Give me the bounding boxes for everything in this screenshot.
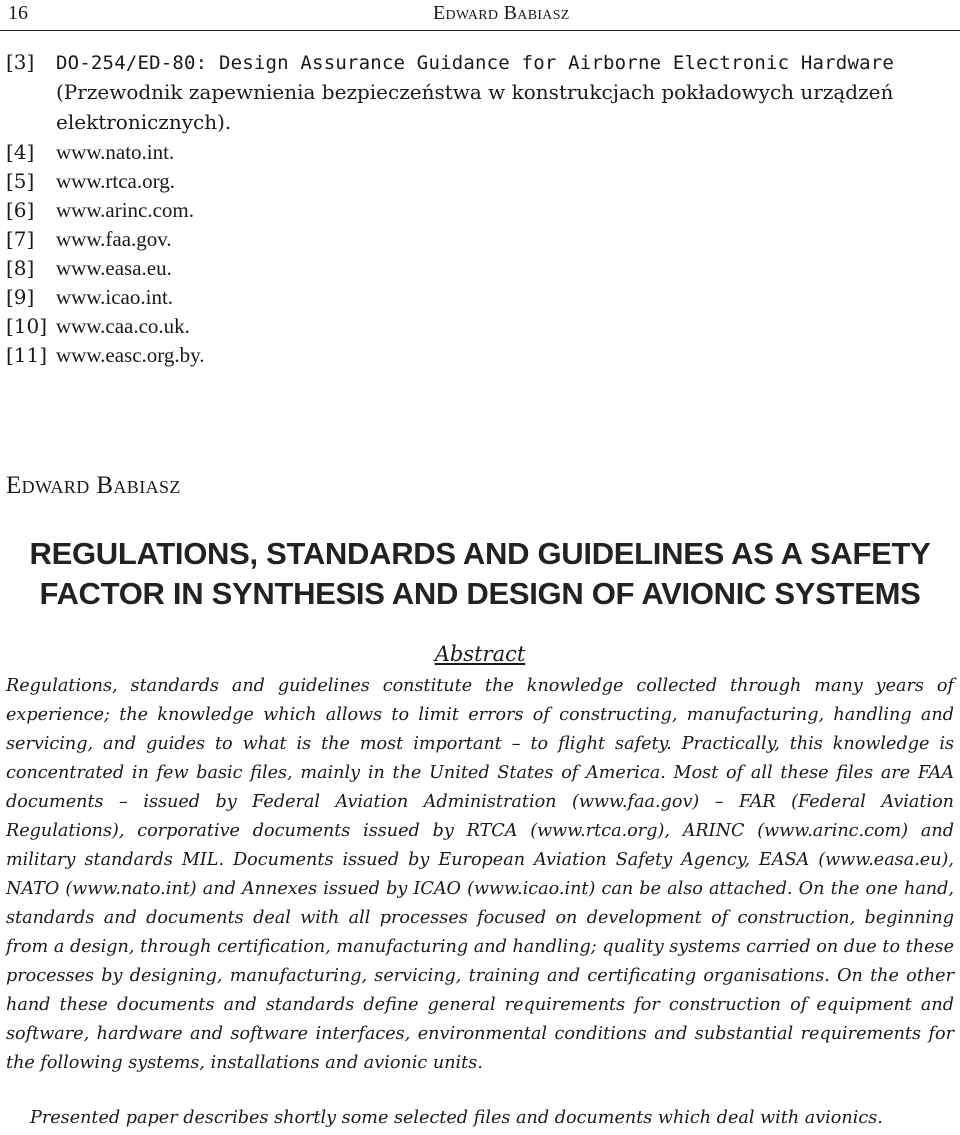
reference-number: [5] (6, 169, 35, 193)
reference-link[interactable]: www.easc.org.by. (56, 343, 205, 367)
reference-continuation: (Przewodnik zapewnienia bezpieczeństwa w konstrukcjach pokładowych urządzeń elektronicznych). (56, 80, 894, 134)
reference-link[interactable]: www.faa.gov. (56, 227, 172, 251)
reference-item (6, 254, 956, 283)
reference-item (6, 312, 956, 341)
abstract-italic-text: Regulations, standards and guidelines constitute the knowledge collected through many years of experience; the knowledge which allows to limit errors of constructing, manufacturing, handling and servicing, and guides to what is the most important – to flight safety. Practically, this knowledge is concentrated in few basic files, mainly in the United States of America. Most of all these files are FAA documents – issued by Federal Aviation Administration (www.faa.gov) – FAR (Federal Aviation Regulations), corporative documents issued by RTCA (www.rtca.org), ARINC (www.arinc.com) and military standards MIL. Documents issued by European Aviation Safety Agency, EASA (www.easa.eu), NATO (www.nato.int) and Annexes issued by ICAO (www.icao.int) can be also attached. On the one hand, standards and documents deal with all processes focused on development of construction, beginning from a design, through certification, manufacturing and handling; quality systems carried on due to these processes by designing, manufacturing, servicing, training and certificating organisations. On the other hand these documents and standards define general requirements for construction of equipment and software, hardware and software interfaces, environmental conditions and substantial requirements for the following systems, installations and avionic units. (6, 676, 954, 1073)
abstract-heading: Abstract (434, 642, 526, 666)
running-header-author: Edward Babiasz (433, 2, 570, 24)
reference-item (6, 341, 956, 370)
page-number: 16 (8, 2, 28, 24)
reference-number: [6] (6, 198, 35, 222)
reference-number: [4] (6, 140, 35, 164)
abstract-closing: Presented paper describes shortly some selected files and documents which deal with avionics. (30, 1108, 883, 1128)
reference-item (6, 196, 956, 225)
reference-link[interactable]: www.rtca.org. (56, 169, 175, 193)
reference-link[interactable]: www.easa.eu. (56, 256, 172, 280)
reference-item (6, 225, 956, 254)
reference-list (6, 48, 956, 370)
reference-number: [10] (6, 314, 48, 338)
reference-item (6, 48, 956, 138)
reference-link[interactable]: www.arinc.com. (56, 198, 195, 222)
reference-item (6, 283, 956, 312)
reference-number: [9] (6, 285, 35, 309)
reference-text (56, 52, 894, 134)
reference-link[interactable]: www.caa.co.uk. (56, 314, 190, 338)
reference-item (6, 138, 956, 167)
running-header (0, 0, 960, 31)
article-author: Edward Babiasz (6, 472, 181, 499)
reference-number: [7] (6, 227, 35, 251)
reference-link[interactable]: www.icao.int. (56, 285, 174, 309)
reference-number: [3] (6, 50, 35, 74)
reference-link[interactable]: www.nato.int. (56, 140, 175, 164)
reference-number: [8] (6, 256, 35, 280)
article-title: REGULATIONS, STANDARDS AND GUIDELINES AS A SAFETY FACTOR IN SYNTHESIS AND DESIGN OF AVIONIC SYSTEMS (29, 536, 931, 611)
abstract-body (6, 672, 954, 1078)
reference-title: DO-254/ED-80: Design Assurance Guidance for Airborne Electronic Hardware (56, 52, 895, 74)
reference-item (6, 167, 956, 196)
reference-number: [11] (6, 343, 48, 367)
